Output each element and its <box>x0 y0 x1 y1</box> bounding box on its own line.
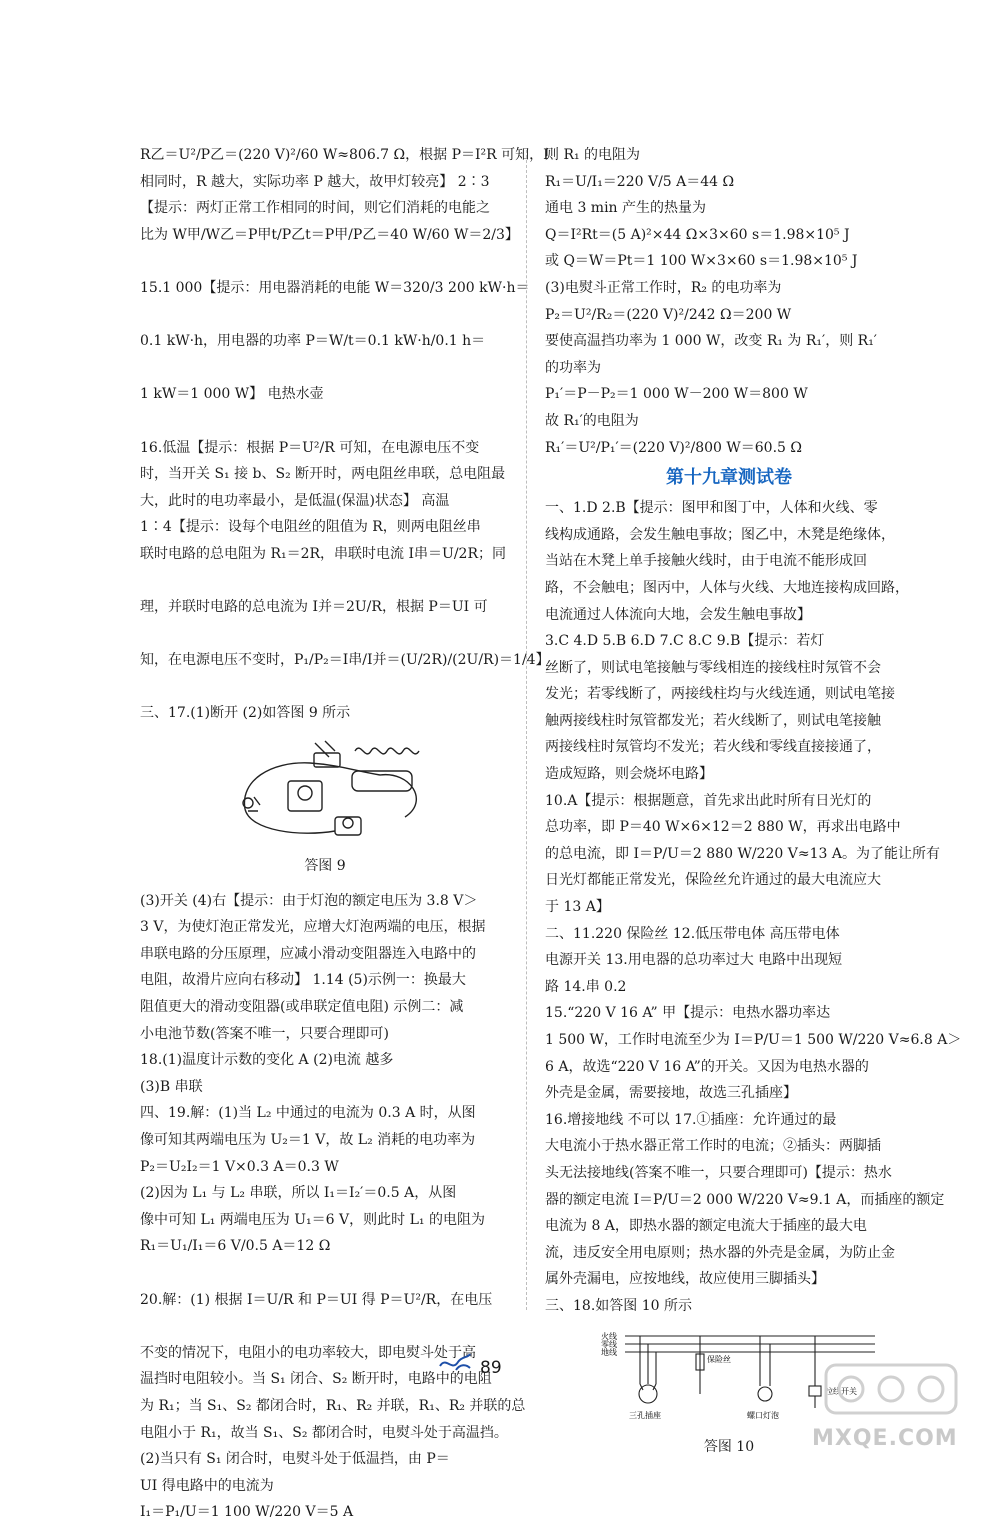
right-line: 1 500 W，工作时电流至少为 I＝P/U＝1 500 W/220 V≈6.8 A＞ <box>545 1032 962 1048</box>
right-line: 要使高温挡功率为 1 000 W，改变 R₁ 为 R₁′，则 R₁′ <box>545 333 877 350</box>
right-line: 丝断了，则试电笔接触与零线相连的接线柱时氖管不会 <box>545 659 881 676</box>
left-line: P₂＝U₂I₂＝1 V×0.3 A＝0.3 W <box>140 1158 339 1175</box>
left-column <box>140 142 550 1526</box>
right-line: 或 Q＝W＝Pt＝1 100 W×3×60 s＝1.98×10⁵ J <box>545 253 858 270</box>
right-line: 外壳是金属，需要接地，故选三孔插座】 <box>545 1085 797 1102</box>
right-text-block-continued <box>545 495 962 1319</box>
circuit-sketch-icon <box>140 731 510 851</box>
right-line: 3.C 4.D 5.B 6.D 7.C 8.C 9.B【提示：若灯 <box>545 633 825 650</box>
right-line: 当站在木凳上单手接触火线时，由于电流不能形成回 <box>545 553 867 570</box>
right-line: 三、18.如答图 10 所示 <box>545 1297 692 1314</box>
right-line: 触两接线柱时氖管都发光；若火线断了，则试电笔接触 <box>545 712 881 729</box>
left-line: (3)开关 (4)右【提示：由于灯泡的额定电压为 3.8 V＞ <box>140 892 478 909</box>
right-line: 10.A【提示：根据题意，首先求出此时所有日光灯的 <box>545 792 872 809</box>
right-line: 头无法接地线(答案不唯一，只要合理即可)【提示：热水 <box>545 1164 892 1181</box>
left-line: 18.(1)温度计示数的变化 A (2)电流 越多 <box>140 1052 394 1069</box>
page-ornament-icon <box>438 1352 472 1374</box>
left-line: 理，并联时电路的总电流为 I并＝2U/R，根据 P＝UI 可 <box>140 599 488 616</box>
left-line <box>140 355 510 382</box>
watermark-logo-icon <box>806 1359 976 1429</box>
page-number: 89 <box>480 1358 502 1378</box>
left-line <box>140 568 510 595</box>
left-line <box>140 674 510 701</box>
watermark <box>806 1359 976 1455</box>
right-line: 日光灯都能正常发光，保险丝允许通过的最大电流应大 <box>545 872 881 889</box>
left-line <box>140 302 510 329</box>
right-line: 电流为 8 A，即热水器的额定电流大于插座的最大电 <box>545 1218 867 1235</box>
left-line: 为 R₁；当 S₁、S₂ 都闭合时，R₁、R₂ 并联，R₁、R₂ 并联的总 <box>140 1397 526 1414</box>
right-line: 流，违反安全用电原则；热水器的外壳是金属，为防止金 <box>545 1244 895 1261</box>
left-line: 像可知其两端电压为 U₂＝1 V，故 L₂ 消耗的电功率为 <box>140 1132 476 1148</box>
right-line: 电源开关 13.用电器的总功率过大 电路中出现短 <box>545 952 843 969</box>
watermark-text: MXQE.COM <box>812 1426 958 1451</box>
left-line: 电阻，故滑片应向右移动】 1.14 (5)示例一：换最大 <box>140 972 466 989</box>
left-line: I₁＝P₁/U＝1 100 W/220 V＝5 A <box>140 1504 354 1521</box>
left-line <box>140 408 510 435</box>
left-line: (2)当只有 S₁ 闭合时，电熨斗处于低温挡，由 P＝ <box>140 1451 450 1468</box>
figure-9 <box>140 731 510 851</box>
right-line: 通电 3 min 产生的热量为 <box>545 200 707 217</box>
left-line: R₁＝U₁/I₁＝6 V/0.5 A＝12 Ω <box>140 1238 331 1255</box>
column-divider <box>526 150 527 1310</box>
section-heading: 第十九章测试卷 <box>666 467 792 489</box>
left-line: 16.低温【提示：根据 P＝U²/R 可知，在电源电压不变 <box>140 439 480 456</box>
right-line: 路 14.串 0.2 <box>545 978 627 995</box>
left-line: UI 得电路中的电流为 <box>140 1477 274 1494</box>
left-line: R乙＝U²/P乙＝(220 V)²/60 W≈806.7 Ω，根据 P＝I²R 可知，I <box>140 147 549 163</box>
right-line: 路，不会触电；图丙中，人体与火线、大地连接构成回路， <box>545 579 909 596</box>
left-line: 20.解：(1) 根据 I＝U/R 和 P＝UI 得 P＝U²/R，在电压 <box>140 1291 493 1308</box>
right-line: R₁′＝U²/P₁′＝(220 V)²/800 W＝60.5 Ω <box>545 439 802 456</box>
right-line: 线构成通路，会发生触电事故；图乙中，木凳是绝缘体， <box>545 526 895 543</box>
right-line: 16.增接地线 不可以 17.①插座：允许通过的最 <box>545 1111 837 1128</box>
fuse-label: 保险丝 <box>707 1354 731 1364</box>
left-line: 不变的情况下，电阻小的电功率较大，即电熨斗处于高 <box>140 1344 476 1361</box>
left-line: 阻值更大的滑动变阻器(或串联定值电阻) 示例二：减 <box>140 999 464 1016</box>
wire-label-live: 火线 <box>601 1331 617 1341</box>
right-line: 的总电流，即 I＝P/U＝2 880 W/220 V≈13 A。为了能让所有 <box>545 845 940 862</box>
right-line: 两接线柱时氖管均不发光；若火线和零线直接接通了， <box>545 739 881 756</box>
right-line: 二、11.220 保险丝 12.低压带电体 高压带电体 <box>545 925 840 942</box>
left-line <box>140 248 510 275</box>
left-line: 像中可知 L₁ 两端电压为 U₁＝6 V，则此时 L₁ 的电阻为 <box>140 1211 485 1228</box>
left-line: 联时电路的总电阻为 R₁＝2R，串联时电流 I串＝U/2R；同 <box>140 545 506 562</box>
wire-label-earth: 地线 <box>601 1347 617 1357</box>
figure-10-caption: 答图 10 <box>703 1438 755 1455</box>
left-line: 1∶4【提示：设每个电阻丝的阻值为 R，则两电阻丝串 <box>140 519 481 536</box>
left-line: 比为 W甲/W乙＝P甲t/P乙t＝P甲/P乙＝40 W/60 W＝2/3】 <box>140 226 519 243</box>
left-line: 四、19.解：(1)当 L₂ 中通过的电流为 0.3 A 时，从图 <box>140 1105 476 1122</box>
right-line: 15.“220 V 16 A” 甲【提示：电热水器功率达 <box>545 1005 831 1022</box>
right-line: (3)电熨斗正常工作时，R₂ 的电功率为 <box>545 279 782 296</box>
right-line: 的功率为 <box>545 359 601 376</box>
socket-label: 三孔插座 <box>629 1410 661 1420</box>
left-line: 串联电路的分压原理，应减小滑动变阻器连入电路中的 <box>140 945 476 962</box>
left-line: 【提示：两灯正常工作相同的时间，则它们消耗的电能之 <box>140 200 490 217</box>
left-line: 15.1 000【提示：用电器消耗的电能 W＝320/3 200 kW·h＝ <box>140 279 530 296</box>
left-line: 温挡时电阻较小。当 S₁ 闭合、S₂ 断开时，电路中的电阻 <box>140 1371 492 1388</box>
right-line: 一、1.D 2.B【提示：图甲和图丁中，人体和火线、零 <box>545 500 878 517</box>
left-line: 三、17.(1)断开 (2)如答图 9 所示 <box>140 705 351 722</box>
left-line: (2)因为 L₁ 与 L₂ 串联，所以 I₁＝I₂′＝0.5 A，从图 <box>140 1185 457 1202</box>
right-line: 故 R₁′的电阻为 <box>545 412 639 429</box>
lamp-label: 螺口灯泡 <box>747 1410 779 1420</box>
left-line: 小电池节数(答案不唯一，只要合理即可) <box>140 1025 389 1042</box>
left-line: 知，在电源电压不变时，P₁/P₂＝I串/I并＝(U/2R)/(2U/R)＝1/4】 <box>140 652 550 669</box>
right-line: 大电流小于热水器正常工作时的电流；②插头：两脚插 <box>545 1138 881 1155</box>
left-line <box>140 1260 510 1287</box>
left-line <box>140 1313 510 1340</box>
right-line: 器的额定电流 I＝P/U＝2 000 W/220 V≈9.1 A，而插座的额定 <box>545 1191 945 1208</box>
left-line: 相同时，R 越大，实际功率 P 越大，故甲灯较亮】 2∶3 <box>140 173 490 190</box>
right-line: 属外壳漏电，应按地线，故应使用三脚插头】 <box>545 1271 825 1288</box>
right-line: 电流通过人体流向大地，会发生触电事故】 <box>545 606 811 623</box>
left-text-block-continued <box>140 888 526 1526</box>
left-line: 时，当开关 S₁ 接 b、S₂ 断开时，两电阻丝串联，总电阻最 <box>140 466 506 483</box>
left-line: 3 V，为使灯泡正常发光，应增大灯泡两端的电压，根据 <box>140 919 486 936</box>
left-line: (3)B 串联 <box>140 1078 203 1095</box>
left-text-block <box>140 142 550 727</box>
left-line <box>140 621 510 648</box>
right-line: 造成短路，则会烧坏电路】 <box>545 766 713 783</box>
right-line: 总功率，即 P＝40 W×6×12＝2 880 W，再求出电路中 <box>545 819 901 836</box>
switch-label: 拉线开关 <box>825 1386 857 1396</box>
right-line: P₁′＝P－P₂＝1 000 W－200 W＝800 W <box>545 386 808 403</box>
right-text-block <box>545 142 913 461</box>
right-line: R₁＝U/I₁＝220 V/5 A＝44 Ω <box>545 173 735 190</box>
left-line: 0.1 kW·h，用电器的功率 P＝W/t＝0.1 kW·h/0.1 h＝ <box>140 333 486 350</box>
right-column <box>545 142 962 1460</box>
left-line: 1 kW＝1 000 W】 电热水壶 <box>140 386 324 403</box>
right-line: Q＝I²Rt＝(5 A)²×44 Ω×3×60 s＝1.98×10⁵ J <box>545 226 850 243</box>
right-line: 则 R₁ 的电阻为 <box>545 147 641 163</box>
right-line: P₂＝U²/R₂＝(220 V)²/242 Ω＝200 W <box>545 306 792 323</box>
figure-9-caption: 答图 9 <box>304 858 346 875</box>
wire-label-neutral: 零线 <box>601 1339 617 1349</box>
right-line: 发光；若零线断了，两接线柱均与火线连通，则试电笔接 <box>545 686 895 703</box>
left-line: 电阻小于 R₁，故当 S₁、S₂ 都闭合时，电熨斗处于高温挡。 <box>140 1424 508 1441</box>
right-line: 6 A，故选“220 V 16 A”的开关。又因为电热水器的 <box>545 1058 869 1075</box>
left-line: 大，此时的电功率最小，是低温(保温)状态】 高温 <box>140 492 450 509</box>
right-line: 于 13 A】 <box>545 899 610 916</box>
